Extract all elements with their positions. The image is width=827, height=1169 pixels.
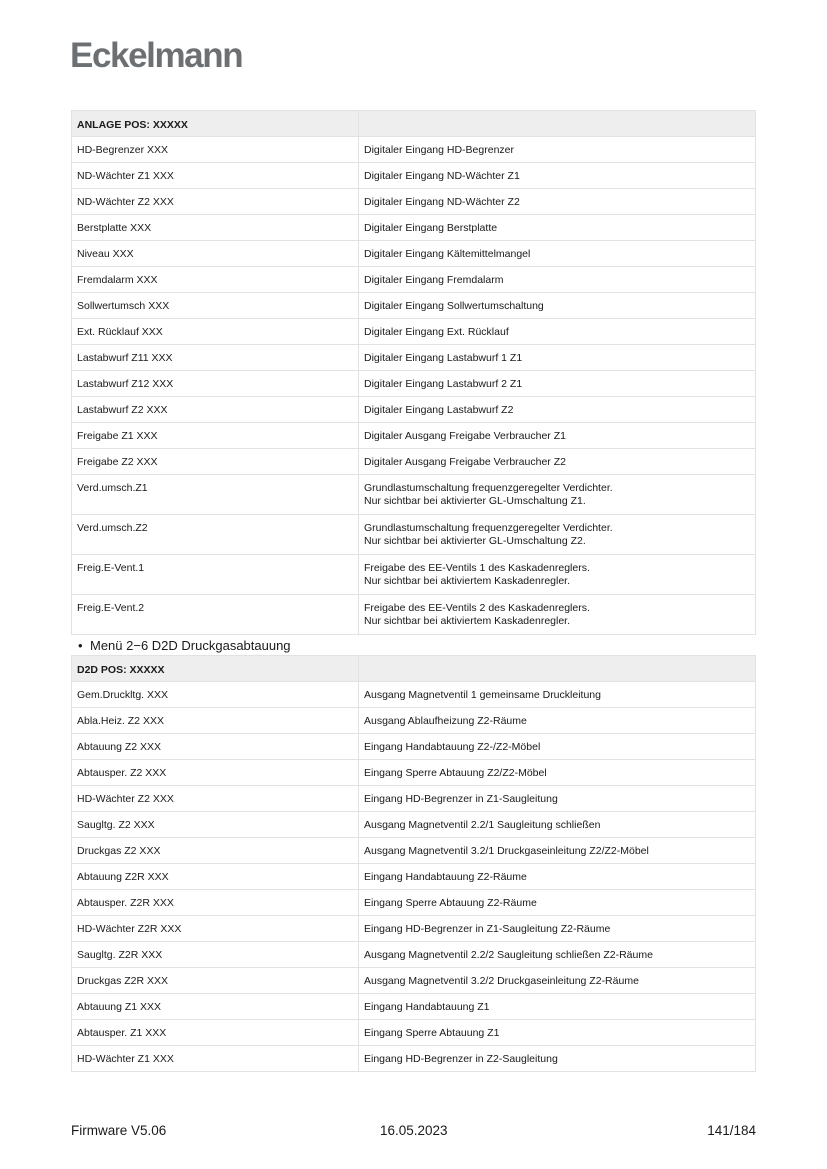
table-row <box>72 189 756 215</box>
description-line: Grundlastumschaltung frequenzgeregelter Verdichter. <box>364 482 613 494</box>
row-description-cell <box>359 515 756 555</box>
row-description-cell <box>359 760 756 786</box>
row-description-cell <box>359 137 756 163</box>
row-name-cell: Freig.E-Vent.2 <box>72 595 359 635</box>
description-line: Eingang HD-Begrenzer in Z2-Saugleitung <box>364 1053 558 1065</box>
table-row <box>72 812 756 838</box>
row-description-cell <box>359 397 756 423</box>
table-row <box>72 371 756 397</box>
row-name-cell: Abtausper. Z1 XXX <box>72 1020 359 1046</box>
description-line: Eingang HD-Begrenzer in Z1-Saugleitung <box>364 793 558 805</box>
header-cell-description <box>359 111 756 137</box>
table-row <box>72 345 756 371</box>
row-description-cell <box>359 595 756 635</box>
row-name-cell: Saugltg. Z2 XXX <box>72 812 359 838</box>
description-line: Eingang Sperre Abtauung Z2-Räume <box>364 897 537 909</box>
table-row <box>72 890 756 916</box>
table-row <box>72 241 756 267</box>
row-description-cell <box>359 449 756 475</box>
description-line: Digitaler Ausgang Freigabe Verbraucher Z2 <box>364 456 566 468</box>
description-line: Eingang Handabtauung Z2-/Z2-Möbel <box>364 741 541 753</box>
description-line: Digitaler Eingang Kältemittelmangel <box>364 248 531 260</box>
description-line: Digitaler Eingang Berstplatte <box>364 222 498 234</box>
row-description-cell <box>359 267 756 293</box>
table-header-row <box>72 656 756 682</box>
description-line: Nur sichtbar bei aktivierter GL-Umschaltung Z2. <box>364 535 586 547</box>
description-line: Eingang Handabtauung Z2-Räume <box>364 871 527 883</box>
table-header-row <box>72 111 756 137</box>
description-line: Ausgang Magnetventil 1 gemeinsame Druckleitung <box>364 689 601 701</box>
row-name-cell: Druckgas Z2R XXX <box>72 968 359 994</box>
description-line: Ausgang Ablaufheizung Z2-Räume <box>364 715 527 727</box>
row-description-cell <box>359 864 756 890</box>
row-description-cell <box>359 475 756 515</box>
description-line: Nur sichtbar bei aktiviertem Kaskadenregler. <box>364 575 571 587</box>
table-row <box>72 786 756 812</box>
row-name-cell: Sollwertumsch XXX <box>72 293 359 319</box>
row-description-cell <box>359 371 756 397</box>
row-description-cell <box>359 319 756 345</box>
row-name-cell: Gem.Druckltg. XXX <box>72 682 359 708</box>
table-row <box>72 555 756 595</box>
row-name-cell: HD-Wächter Z1 XXX <box>72 1046 359 1072</box>
row-name-cell: Abtausper. Z2 XXX <box>72 760 359 786</box>
footer-firmware: Firmware V5.06 <box>71 1123 167 1138</box>
row-name-cell: Abtauung Z2R XXX <box>72 864 359 890</box>
table-row <box>72 319 756 345</box>
row-description-cell <box>359 215 756 241</box>
description-line: Digitaler Ausgang Freigabe Verbraucher Z1 <box>364 430 566 442</box>
description-line: Nur sichtbar bei aktivierter GL-Umschaltung Z1. <box>364 495 586 507</box>
row-name-cell: HD-Wächter Z2R XXX <box>72 916 359 942</box>
table-row <box>72 968 756 994</box>
row-description-cell <box>359 942 756 968</box>
row-name-cell: Freig.E-Vent.1 <box>72 555 359 595</box>
bullet-marker: • <box>78 638 83 653</box>
row-name-cell: Lastabwurf Z11 XXX <box>72 345 359 371</box>
row-description-cell <box>359 890 756 916</box>
row-description-cell <box>359 786 756 812</box>
row-description-cell <box>359 345 756 371</box>
row-description-cell <box>359 682 756 708</box>
row-description-cell <box>359 812 756 838</box>
row-description-cell <box>359 708 756 734</box>
description-line: Eingang HD-Begrenzer in Z1-Saugleitung Z2-Räume <box>364 923 611 935</box>
header-cell-description <box>359 656 756 682</box>
row-name-cell: Verd.umsch.Z1 <box>72 475 359 515</box>
table-row <box>72 475 756 515</box>
description-line: Eingang Handabtauung Z1 <box>364 1001 490 1013</box>
table-row <box>72 994 756 1020</box>
row-description-cell <box>359 241 756 267</box>
description-line: Grundlastumschaltung frequenzgeregelter Verdichter. <box>364 522 613 534</box>
description-line: Nur sichtbar bei aktiviertem Kaskadenregler. <box>364 615 571 627</box>
table-row <box>72 515 756 555</box>
description-line: Digitaler Eingang Fremdalarm <box>364 274 504 286</box>
row-name-cell: Abla.Heiz. Z2 XXX <box>72 708 359 734</box>
row-name-cell: Verd.umsch.Z2 <box>72 515 359 555</box>
section-title: Menü 2−6 D2D Druckgasabtauung <box>90 638 291 653</box>
table-row <box>72 1046 756 1072</box>
table-row <box>72 293 756 319</box>
table-row <box>72 708 756 734</box>
table-row <box>72 267 756 293</box>
header-cell-name: ANLAGE POS: XXXXX <box>72 111 359 137</box>
table-row <box>72 734 756 760</box>
row-description-cell <box>359 1046 756 1072</box>
description-line: Freigabe des EE-Ventils 2 des Kaskadenreglers. <box>364 602 590 614</box>
row-description-cell <box>359 293 756 319</box>
row-description-cell <box>359 189 756 215</box>
row-name-cell: Niveau XXX <box>72 241 359 267</box>
anlage-pos-table <box>71 110 756 635</box>
description-line: Digitaler Eingang Sollwertumschaltung <box>364 300 544 312</box>
row-description-cell <box>359 1020 756 1046</box>
row-name-cell: Fremdalarm XXX <box>72 267 359 293</box>
d2d-pos-table <box>71 655 756 1072</box>
row-description-cell <box>359 163 756 189</box>
row-name-cell: Berstplatte XXX <box>72 215 359 241</box>
row-name-cell: Abtauung Z1 XXX <box>72 994 359 1020</box>
table-row <box>72 215 756 241</box>
row-description-cell <box>359 734 756 760</box>
row-name-cell: Freigabe Z2 XXX <box>72 449 359 475</box>
footer-page-number: 141/184 <box>707 1123 756 1138</box>
description-line: Ausgang Magnetventil 2.2/2 Saugleitung schließen Z2-Räume <box>364 949 653 961</box>
section-heading <box>78 638 291 653</box>
company-logo: Eckelmann <box>70 36 243 75</box>
row-name-cell: Freigabe Z1 XXX <box>72 423 359 449</box>
row-name-cell: Ext. Rücklauf XXX <box>72 319 359 345</box>
row-name-cell: ND-Wächter Z1 XXX <box>72 163 359 189</box>
row-description-cell <box>359 916 756 942</box>
row-name-cell: Abtauung Z2 XXX <box>72 734 359 760</box>
description-line: Digitaler Eingang HD-Begrenzer <box>364 144 514 156</box>
table-row <box>72 423 756 449</box>
row-name-cell: ND-Wächter Z2 XXX <box>72 189 359 215</box>
description-line: Digitaler Eingang Lastabwurf 1 Z1 <box>364 352 523 364</box>
row-name-cell: Abtausper. Z2R XXX <box>72 890 359 916</box>
header-cell-name: D2D POS: XXXXX <box>72 656 359 682</box>
description-line: Digitaler Eingang Lastabwurf Z2 <box>364 404 514 416</box>
row-description-cell <box>359 838 756 864</box>
row-name-cell: Lastabwurf Z2 XXX <box>72 397 359 423</box>
table-row <box>72 595 756 635</box>
row-name-cell: Druckgas Z2 XXX <box>72 838 359 864</box>
row-description-cell <box>359 994 756 1020</box>
table-row <box>72 1020 756 1046</box>
footer-date: 16.05.2023 <box>380 1123 448 1138</box>
row-name-cell: Lastabwurf Z12 XXX <box>72 371 359 397</box>
table-row <box>72 760 756 786</box>
description-line: Freigabe des EE-Ventils 1 des Kaskadenreglers. <box>364 562 590 574</box>
table-row <box>72 449 756 475</box>
description-line: Eingang Sperre Abtauung Z2/Z2-Möbel <box>364 767 547 779</box>
table-row <box>72 137 756 163</box>
description-line: Ausgang Magnetventil 3.2/2 Druckgaseinleitung Z2-Räume <box>364 975 639 987</box>
row-name-cell: Saugltg. Z2R XXX <box>72 942 359 968</box>
description-line: Digitaler Eingang Lastabwurf 2 Z1 <box>364 378 523 390</box>
table-row <box>72 864 756 890</box>
description-line: Ausgang Magnetventil 3.2/1 Druckgaseinleitung Z2/Z2-Möbel <box>364 845 649 857</box>
table-row <box>72 838 756 864</box>
table-row <box>72 397 756 423</box>
table-row <box>72 682 756 708</box>
description-line: Ausgang Magnetventil 2.2/1 Saugleitung schließen <box>364 819 601 831</box>
description-line: Digitaler Eingang Ext. Rücklauf <box>364 326 509 338</box>
row-description-cell <box>359 423 756 449</box>
table-row <box>72 942 756 968</box>
description-line: Digitaler Eingang ND-Wächter Z1 <box>364 170 520 182</box>
row-name-cell: HD-Wächter Z2 XXX <box>72 786 359 812</box>
row-name-cell: HD-Begrenzer XXX <box>72 137 359 163</box>
row-description-cell <box>359 968 756 994</box>
description-line: Digitaler Eingang ND-Wächter Z2 <box>364 196 520 208</box>
description-line: Eingang Sperre Abtauung Z1 <box>364 1027 500 1039</box>
table-row <box>72 916 756 942</box>
table-row <box>72 163 756 189</box>
row-description-cell <box>359 555 756 595</box>
